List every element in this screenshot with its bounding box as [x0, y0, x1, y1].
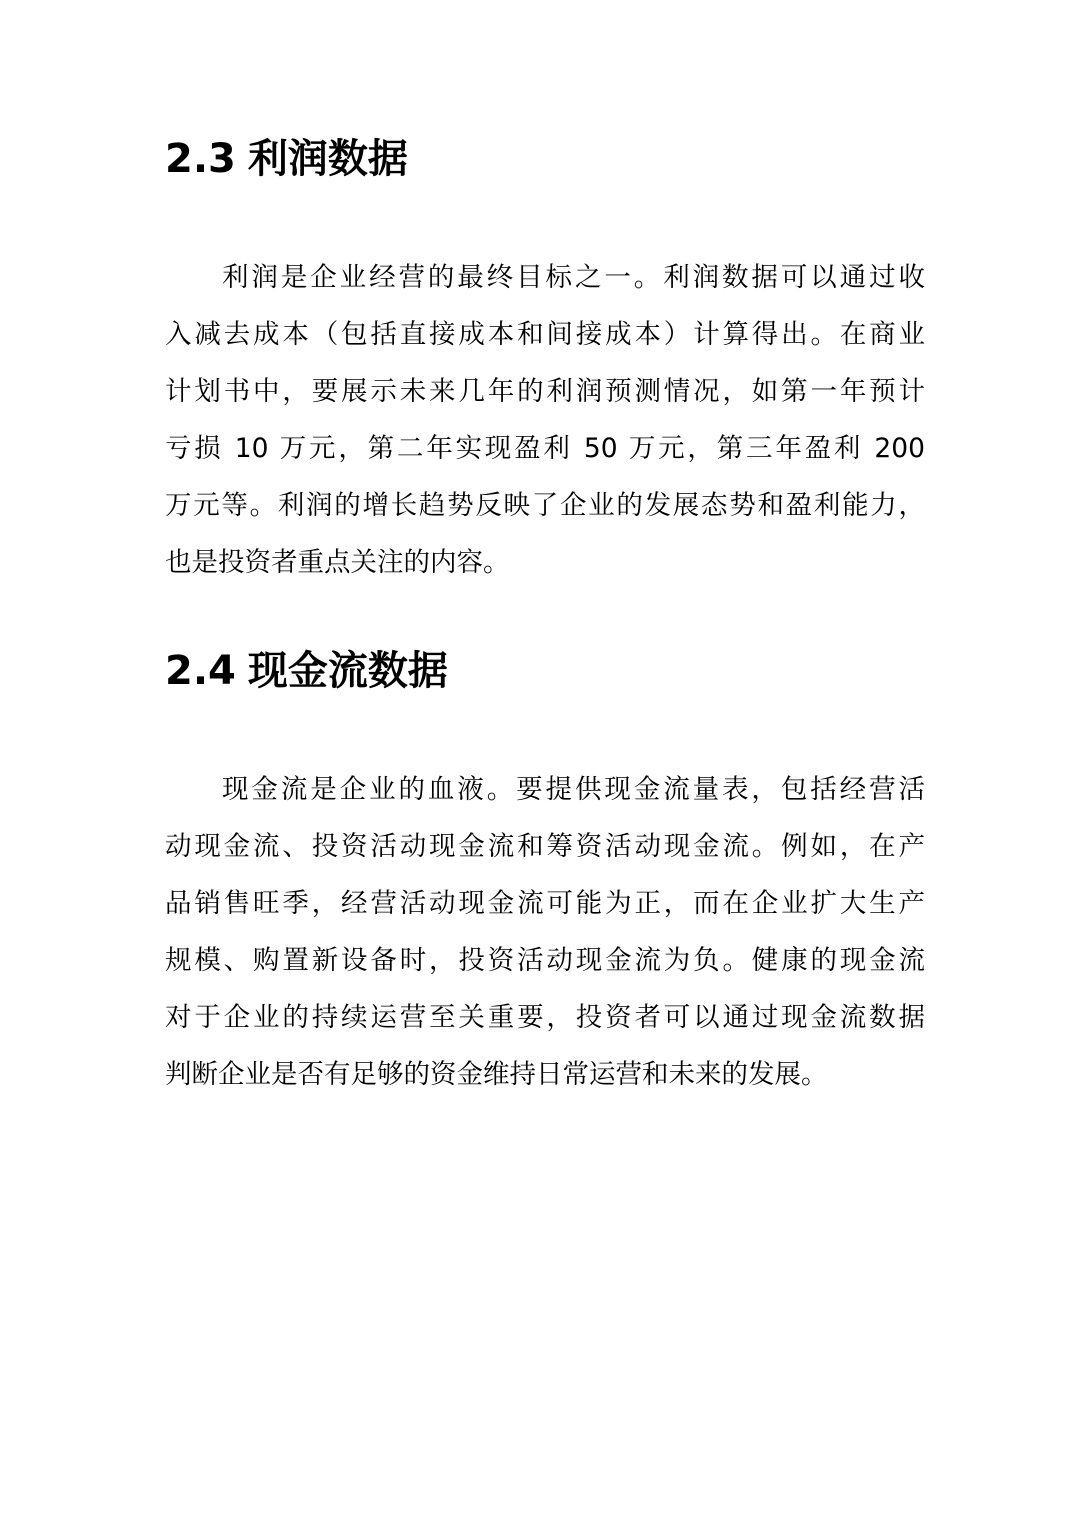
section-cash-flow-data — [165, 640, 925, 1103]
section-paragraph — [165, 761, 925, 1103]
paragraph-line: 规模、购置新设备时，投资活动现金流为负。健康的现金流 — [165, 945, 925, 976]
section-title: 利润数据 — [247, 136, 408, 182]
paragraph-line: 计划书中，要展示未来几年的利润预测情况，如第一年预计 — [165, 376, 925, 407]
section-number: 2.3 — [165, 136, 236, 182]
paragraph-line: 利润是企业经营的最终目标之一。利润数据可以通过收 — [222, 262, 925, 293]
section-paragraph — [165, 249, 925, 591]
paragraph-line: 亏损 10 万元，第二年实现盈利 50 万元，第三年盈利 200 — [165, 433, 925, 464]
section-heading — [165, 128, 925, 190]
paragraph-line: 入减去成本（包括直接成本和间接成本）计算得出。在商业 — [165, 319, 925, 350]
section-profit-data — [165, 128, 925, 591]
paragraph-line: 对于企业的持续运营至关重要，投资者可以通过现金流数据 — [165, 1002, 925, 1033]
paragraph-line: 也是投资者重点关注的内容。 — [165, 547, 510, 578]
section-number: 2.4 — [165, 648, 236, 694]
paragraph-line: 万元等。利润的增长趋势反映了企业的发展态势和盈利能力， — [165, 490, 925, 521]
paragraph-line: 现金流是企业的血液。要提供现金流量表，包括经营活 — [222, 774, 925, 805]
paragraph-line: 判断企业是否有足够的资金维持日常运营和未来的发展。 — [165, 1059, 828, 1090]
section-heading — [165, 640, 925, 702]
paragraph-line: 动现金流、投资活动现金流和筹资活动现金流。例如，在产 — [165, 831, 925, 862]
section-title: 现金流数据 — [247, 648, 448, 694]
paragraph-line: 品销售旺季，经营活动现金流可能为正，而在企业扩大生产 — [165, 888, 925, 919]
